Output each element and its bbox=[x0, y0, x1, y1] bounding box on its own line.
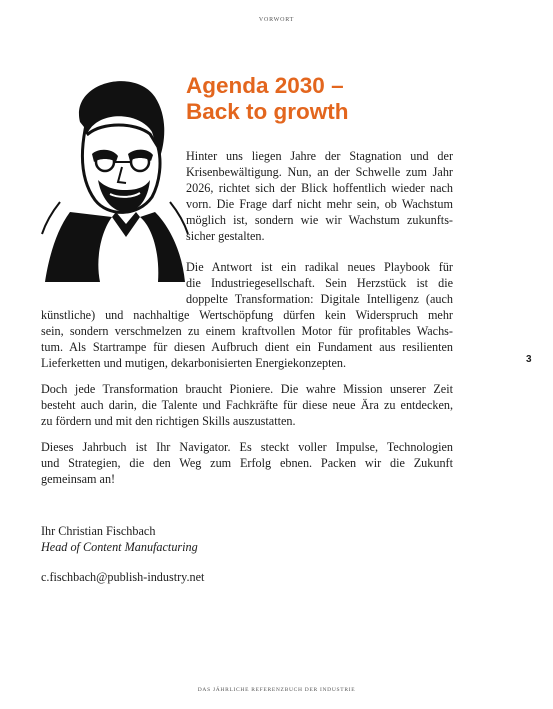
text-line: Krisenbewältigung. Nun, an der Schwelle zum Jahr bbox=[186, 165, 453, 179]
signature-name: Ihr Christian Fischbach bbox=[41, 524, 156, 538]
title-line-2: Back to growth bbox=[186, 99, 349, 124]
article-title bbox=[186, 73, 486, 125]
text-line: und Strategien, die den Weg zum Erfolg ebnen. Packen wir die Zukunft bbox=[41, 456, 453, 470]
text-line: vorn. Die Frage darf nicht mehr sein, ob Wachstum bbox=[186, 197, 453, 211]
text-line: Doch jede Transformation braucht Pioniere. Die wahre Mission unserer Zeit bbox=[41, 382, 453, 396]
text-line: möglich ist, sondern wie wir Wachstum zukunfts- bbox=[186, 213, 453, 227]
paragraph-1 bbox=[186, 148, 453, 244]
text-line: Die Antwort ist ein radikal neues Playbook für bbox=[186, 260, 453, 274]
text-line: tum. Als Startrampe für diesen Aufbruch dient ein Fundament aus resilienten bbox=[41, 340, 453, 354]
author-portrait-illustration bbox=[40, 62, 190, 287]
text-line: Dieses Jahrbuch ist Ihr Navigator. Es steckt voller Impulse, Technologien bbox=[41, 440, 453, 454]
text-line: Hinter uns liegen Jahre der Stagnation und der bbox=[186, 149, 453, 163]
paragraph-4 bbox=[41, 439, 453, 487]
title-line-1: Agenda 2030 – bbox=[186, 73, 344, 98]
paragraph-2-narrow bbox=[186, 259, 453, 307]
text-line: sicher gestalten. bbox=[186, 229, 265, 243]
text-line: besteht auch darin, die Talente und Fachkräfte für diese neue Ära zu entdecken, bbox=[41, 398, 453, 412]
text-line: zu fördern und mit den richtigen Skills auszustatten. bbox=[41, 414, 296, 428]
text-line: die Industriegesellschaft. Sein Herzstück ist die bbox=[186, 276, 453, 290]
text-line: künstliche) und nachhaltige Wertschöpfung dürfen kein Widerspruch mehr bbox=[41, 308, 453, 322]
text-line: doppelte Transformation: Digitale Intelligenz (auch bbox=[186, 292, 453, 306]
text-line: 2026, richtet sich der Blick hoffentlich wieder nach bbox=[186, 181, 453, 195]
paragraph-2-wide bbox=[41, 307, 453, 371]
page-number: 3 bbox=[526, 354, 532, 365]
paragraph-3 bbox=[41, 381, 453, 429]
signature-email: c.fischbach@publish-industry.net bbox=[41, 570, 205, 584]
running-header: VORWORT bbox=[258, 17, 295, 23]
text-line: Lieferketten und mutigen, dekarbonisierten Energiekonzepten. bbox=[41, 356, 347, 370]
signature-role: Head of Content Manufacturing bbox=[41, 540, 198, 554]
text-line: gemeinsam an! bbox=[41, 472, 116, 486]
running-footer: DAS JÄHRLICHE REFERENZBUCH DER INDUSTRIE bbox=[197, 687, 356, 693]
text-line: sein, sondern verschmelzen zu einem kraftvollen Motor für profitables Wachs- bbox=[41, 324, 453, 338]
